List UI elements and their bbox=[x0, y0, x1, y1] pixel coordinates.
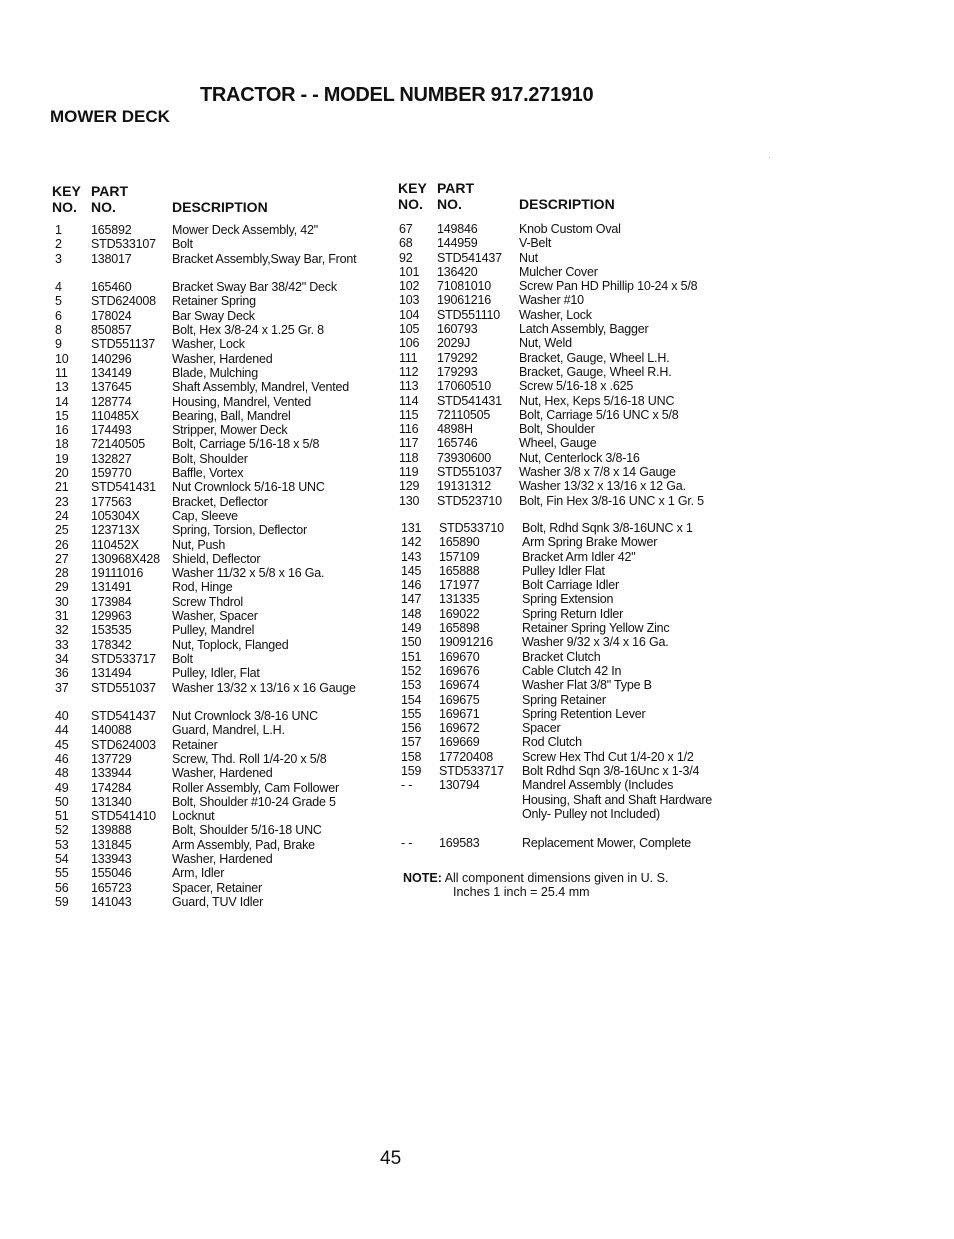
key-no: 15 bbox=[55, 408, 69, 423]
part-description: Bolt, Shoulder bbox=[519, 422, 595, 437]
key-no: 117 bbox=[399, 436, 419, 451]
part-description: Pulley, Mandrel bbox=[172, 623, 255, 638]
part-header: PART NO. bbox=[91, 183, 129, 215]
part-description: Washer #10 bbox=[519, 293, 584, 308]
key-no: 142 bbox=[401, 535, 422, 550]
part-no: 72140505 bbox=[91, 437, 146, 452]
part-no: 134149 bbox=[91, 365, 132, 380]
key-no: 146 bbox=[401, 578, 422, 593]
key-no: 92 bbox=[399, 250, 413, 265]
part-description: Washer 13/32 x 13/16 x 16 Gauge bbox=[172, 680, 356, 695]
part-description: Rod Clutch bbox=[522, 735, 582, 750]
key-no: 148 bbox=[401, 606, 422, 621]
part-no: STD551037 bbox=[91, 680, 156, 695]
part-no: 159770 bbox=[91, 466, 132, 481]
part-description: Bracket Sway Bar 38/42" Deck bbox=[172, 280, 337, 295]
key-no: 14 bbox=[55, 394, 69, 409]
part-description: Rod, Hinge bbox=[172, 580, 233, 595]
part-no: 19111016 bbox=[91, 566, 144, 581]
part-description: Retainer bbox=[172, 737, 218, 752]
part-description: Latch Assembly, Bagger bbox=[519, 322, 649, 337]
part-description: Bolt, Rdhd Sqnk 3/8-16UNC x 1 bbox=[522, 521, 693, 535]
key-no: 103 bbox=[399, 293, 420, 308]
part-no: STD533717 bbox=[91, 651, 156, 666]
key-no: 113 bbox=[399, 379, 419, 394]
key-no: 67 bbox=[399, 222, 413, 236]
part-description: Screw, Thd. Roll 1/4-20 x 5/8 bbox=[172, 751, 327, 766]
part-description: Nut Crownlock 3/8-16 UNC bbox=[172, 709, 318, 724]
part-no: 140296 bbox=[91, 351, 132, 366]
key-no: 46 bbox=[55, 751, 69, 766]
key-no: 29 bbox=[55, 580, 69, 595]
key-no: 152 bbox=[401, 663, 422, 678]
part-description: Nut bbox=[519, 250, 538, 265]
part-no: 169674 bbox=[439, 678, 480, 693]
part-description: Wheel, Gauge bbox=[519, 436, 597, 451]
part-description: Washer 3/8 x 7/8 x 14 Gauge bbox=[519, 465, 676, 480]
key-no: 50 bbox=[55, 794, 69, 809]
part-description: Bracket Arm Idler 42" bbox=[522, 549, 636, 564]
key-no: 30 bbox=[55, 594, 69, 609]
part-no: STD541431 bbox=[91, 480, 156, 495]
part-no: 140088 bbox=[91, 723, 132, 738]
part-no: 178024 bbox=[91, 308, 132, 323]
part-description: Roller Assembly, Cam Follower bbox=[172, 780, 339, 795]
part-description: Spring Retention Lever bbox=[522, 706, 646, 721]
key-no: 4 bbox=[55, 280, 62, 295]
part-description: Washer 13/32 x 13/16 x 12 Ga. bbox=[519, 479, 686, 494]
key-no: 68 bbox=[399, 236, 413, 251]
part-description: Washer 9/32 x 3/4 x 16 Ga. bbox=[522, 635, 669, 650]
key-no: 105 bbox=[399, 322, 420, 337]
key-no: 118 bbox=[399, 450, 419, 465]
part-description: Washer, Spacer bbox=[172, 609, 258, 624]
key-no: 114 bbox=[399, 393, 419, 408]
part-no: 19131312 bbox=[437, 479, 492, 494]
part-no: STD624008 bbox=[91, 294, 156, 309]
key-no: 56 bbox=[55, 880, 69, 895]
part-no: 72110505 bbox=[437, 407, 491, 422]
part-no: 165460 bbox=[91, 280, 132, 295]
part-description: Screw Pan HD Phillip 10-24 x 5/8 bbox=[519, 279, 698, 294]
key-no: 48 bbox=[55, 766, 69, 781]
part-no: 165723 bbox=[91, 880, 132, 895]
part-description: Bolt, Carriage 5/16 UNC x 5/8 bbox=[519, 407, 679, 422]
key-no: 150 bbox=[401, 635, 422, 650]
part-no: 129963 bbox=[91, 609, 132, 624]
part-description: Housing, Mandrel, Vented bbox=[172, 394, 312, 409]
part-no: STD551137 bbox=[91, 337, 155, 352]
part-no: 169022 bbox=[439, 606, 480, 621]
part-description: Cable Clutch 42 In bbox=[522, 663, 622, 678]
part-description: Bolt, Shoulder #10-24 Grade 5 bbox=[172, 794, 336, 809]
part-description: Retainer Spring bbox=[172, 294, 256, 309]
part-no: 128774 bbox=[91, 394, 132, 409]
key-no: 156 bbox=[401, 721, 422, 736]
key-no: 112 bbox=[399, 364, 419, 379]
part-no: 136420 bbox=[437, 264, 478, 279]
key-no: 9 bbox=[55, 337, 62, 352]
part-description: Shield, Deflector bbox=[172, 551, 261, 566]
part-no: STD541437 bbox=[91, 709, 156, 724]
key-no: 157 bbox=[401, 735, 422, 750]
part-description: Washer Flat 3/8" Type B bbox=[522, 678, 652, 693]
part-no: 173984 bbox=[91, 594, 132, 609]
part-description: Screw 5/16-18 x .625 bbox=[519, 379, 634, 394]
key-no: 1 bbox=[55, 223, 62, 237]
part-no: STD541437 bbox=[437, 250, 502, 265]
key-header-right: KEY NO. bbox=[398, 180, 427, 212]
key-no: 155 bbox=[401, 706, 422, 721]
key-no: 159 bbox=[401, 764, 422, 779]
part-no: 179293 bbox=[437, 364, 478, 379]
key-no: 21 bbox=[55, 480, 69, 495]
part-description: Pulley Idler Flat bbox=[522, 563, 605, 578]
key-no: 104 bbox=[399, 307, 420, 322]
key-no: 119 bbox=[399, 465, 419, 480]
part-no: 169670 bbox=[439, 649, 480, 664]
part-no: 169675 bbox=[439, 692, 480, 707]
part-description: Nut, Centerlock 3/8-16 bbox=[519, 450, 640, 465]
part-no: 123713X bbox=[91, 523, 140, 538]
part-no: STD541410 bbox=[91, 809, 156, 824]
part-no: 137729 bbox=[91, 751, 132, 766]
part-no: 174284 bbox=[91, 780, 132, 795]
part-description: Bolt bbox=[172, 237, 193, 252]
part-description: Bolt, Carriage 5/16-18 x 5/8 bbox=[172, 437, 320, 452]
key-no: 115 bbox=[399, 407, 419, 422]
part-no: 160793 bbox=[437, 322, 478, 337]
part-description: Mandrel Assembly (Includes Housing, Shaft and Shaft Hardware Only- Pulley not Included) bbox=[522, 778, 713, 821]
key-no: - - bbox=[401, 778, 413, 793]
part-no: 157109 bbox=[439, 549, 480, 564]
key-no: 2 bbox=[55, 237, 62, 252]
key-no: 33 bbox=[55, 637, 69, 652]
part-no: 155046 bbox=[91, 866, 132, 881]
part-description: Washer, Lock bbox=[172, 337, 245, 352]
part-description: Replacement Mower, Complete bbox=[522, 835, 691, 850]
part-description: Bolt, Hex 3/8-24 x 1.25 Gr. 8 bbox=[172, 323, 324, 338]
key-no: 116 bbox=[399, 422, 419, 437]
part-description: Bolt, Fin Hex 3/8-16 UNC x 1 Gr. 5 bbox=[519, 493, 704, 508]
part-description: Mulcher Cover bbox=[519, 264, 598, 279]
key-no: 45 bbox=[55, 737, 69, 752]
part-no: 174493 bbox=[91, 423, 132, 438]
part-no: 179292 bbox=[437, 350, 478, 365]
key-no: 44 bbox=[55, 723, 69, 738]
part-no: 133944 bbox=[91, 766, 132, 781]
key-no: 158 bbox=[401, 749, 422, 764]
part-description: Stripper, Mower Deck bbox=[172, 423, 288, 438]
page-number: 45 bbox=[380, 1148, 402, 1169]
part-no: 178342 bbox=[91, 637, 132, 652]
part-description: Spring Retainer bbox=[522, 692, 606, 707]
page-title: TRACTOR - - MODEL NUMBER 917.271910 bbox=[200, 84, 594, 106]
key-no: 32 bbox=[55, 623, 69, 638]
part-no: 131335 bbox=[439, 592, 480, 607]
part-description: Bolt Carriage Idler bbox=[522, 578, 619, 593]
key-no: 55 bbox=[55, 866, 69, 881]
part-description: Bolt, Shoulder bbox=[172, 451, 248, 466]
key-no: 149 bbox=[401, 621, 422, 636]
key-no: 130 bbox=[399, 493, 420, 508]
part-description: Bolt Rdhd Sqn 3/8-16Unc x 1-3/4 bbox=[522, 764, 700, 779]
note-line-1: All component dimensions given in U. S. bbox=[444, 871, 669, 885]
part-no: 132827 bbox=[91, 451, 132, 466]
key-no: 6 bbox=[55, 308, 62, 323]
part-description: Arm, Idler bbox=[172, 866, 225, 881]
key-no: 129 bbox=[399, 479, 420, 494]
key-no: 143 bbox=[401, 549, 422, 564]
key-no: 147 bbox=[401, 592, 422, 607]
part-no: 169671 bbox=[439, 706, 480, 721]
key-no: 16 bbox=[55, 423, 69, 438]
part-description: Spring Return Idler bbox=[522, 606, 624, 621]
part-description: Bracket, Deflector bbox=[172, 494, 268, 509]
part-no: STD541431 bbox=[437, 393, 502, 408]
part-description: Nut, Weld bbox=[519, 336, 572, 351]
part-description: Mower Deck Assembly, 42" bbox=[172, 223, 318, 237]
part-no: 165888 bbox=[439, 563, 480, 578]
part-no: 169672 bbox=[439, 721, 480, 736]
key-no: 23 bbox=[55, 494, 69, 509]
part-description: Arm Spring Brake Mower bbox=[522, 535, 658, 550]
part-description: Screw Hex Thd Cut 1/4-20 x 1/2 bbox=[522, 749, 694, 764]
key-no: 8 bbox=[55, 323, 62, 338]
part-description: Washer, Hardened bbox=[172, 852, 273, 867]
part-description: Guard, Mandrel, L.H. bbox=[172, 723, 285, 738]
part-description: Nut, Push bbox=[172, 537, 226, 552]
key-no: 31 bbox=[55, 609, 69, 624]
description-header: DESCRIPTION bbox=[172, 199, 268, 215]
part-no: 130968X428 bbox=[91, 551, 160, 566]
key-no: 34 bbox=[55, 651, 69, 666]
key-no: 27 bbox=[55, 551, 69, 566]
part-description: Bracket Clutch bbox=[522, 649, 601, 664]
part-no: 131845 bbox=[91, 837, 132, 852]
part-no: 71081010 bbox=[437, 279, 492, 294]
part-description: Arm Assembly, Pad, Brake bbox=[172, 837, 315, 852]
note bbox=[403, 871, 668, 900]
part-description: Baffle, Vortex bbox=[172, 466, 244, 481]
part-description: Blade, Mulching bbox=[172, 365, 258, 380]
part-no: STD533710 bbox=[439, 521, 504, 535]
part-no: STD551037 bbox=[437, 465, 502, 480]
part-description: Nut, Toplock, Flanged bbox=[172, 637, 289, 652]
part-no: 17720408 bbox=[439, 749, 494, 764]
key-header: KEY NO. bbox=[52, 183, 81, 215]
part-no: 110452X bbox=[91, 537, 139, 552]
part-no: STD523710 bbox=[437, 493, 502, 508]
part-header-right: PART NO. bbox=[437, 180, 475, 212]
part-description: Bolt bbox=[172, 651, 193, 666]
part-no: 141043 bbox=[91, 894, 132, 909]
note-label: NOTE: bbox=[403, 871, 442, 885]
part-description: Bar Sway Deck bbox=[172, 308, 255, 323]
key-no: - - bbox=[401, 835, 413, 850]
part-no: 130794 bbox=[439, 778, 480, 793]
key-no: 28 bbox=[55, 566, 69, 581]
key-no: 36 bbox=[55, 666, 69, 681]
part-description: Guard, TUV Idler bbox=[172, 894, 264, 909]
key-no: 26 bbox=[55, 537, 69, 552]
key-no: 131 bbox=[401, 521, 422, 535]
part-description: Bolt, Shoulder 5/16-18 UNC bbox=[172, 823, 322, 838]
key-no: 3 bbox=[55, 251, 62, 266]
part-description: Bracket Assembly,Sway Bar, Front bbox=[172, 251, 357, 266]
key-no: 53 bbox=[55, 837, 69, 852]
key-no: 37 bbox=[55, 680, 69, 695]
part-no: 850857 bbox=[91, 323, 132, 338]
part-no: 131340 bbox=[91, 794, 132, 809]
part-no: 137645 bbox=[91, 380, 132, 395]
key-no: 19 bbox=[55, 451, 69, 466]
part-description: Washer, Hardened bbox=[172, 351, 273, 366]
key-no: 102 bbox=[399, 279, 420, 294]
key-no: 145 bbox=[401, 563, 422, 578]
part-no: 133943 bbox=[91, 852, 132, 867]
part-description: Spring, Torsion, Deflector bbox=[172, 523, 307, 538]
key-no: 49 bbox=[55, 780, 69, 795]
part-description: Washer, Hardened bbox=[172, 766, 273, 781]
part-description: Bracket, Gauge, Wheel R.H. bbox=[519, 364, 672, 379]
part-no: 165898 bbox=[439, 621, 480, 636]
part-description: Locknut bbox=[172, 809, 215, 824]
part-no: 139888 bbox=[91, 823, 132, 838]
scan-speck bbox=[769, 157, 770, 158]
part-no: 165892 bbox=[91, 223, 132, 237]
part-description: Spacer, Retainer bbox=[172, 880, 262, 895]
part-no: 144959 bbox=[437, 236, 478, 251]
part-no: 149846 bbox=[437, 222, 478, 236]
part-no: 165746 bbox=[437, 436, 478, 451]
part-description: Spacer bbox=[522, 721, 561, 736]
part-no: 19061216 bbox=[437, 293, 492, 308]
note-line-2: Inches 1 inch = 25.4 mm bbox=[453, 885, 590, 900]
part-description: Pulley, Idler, Flat bbox=[172, 666, 260, 681]
part-description: Washer 11/32 x 5/8 x 16 Ga. bbox=[172, 566, 325, 581]
part-no: 169669 bbox=[439, 735, 480, 750]
part-no: 73930600 bbox=[437, 450, 492, 465]
part-no: 169583 bbox=[439, 835, 480, 850]
key-no: 18 bbox=[55, 437, 69, 452]
key-no: 24 bbox=[55, 508, 69, 523]
part-no: 171977 bbox=[439, 578, 480, 593]
key-no: 54 bbox=[55, 852, 69, 867]
key-no: 10 bbox=[55, 351, 69, 366]
part-description: Bearing, Ball, Mandrel bbox=[172, 408, 291, 423]
part-description: Retainer Spring Yellow Zinc bbox=[522, 621, 670, 636]
key-no: 25 bbox=[55, 523, 69, 538]
key-no: 13 bbox=[55, 380, 69, 395]
key-no: 106 bbox=[399, 336, 420, 351]
part-no: 131494 bbox=[91, 666, 132, 681]
part-no: 138017 bbox=[91, 251, 132, 266]
part-no: 4898H bbox=[437, 422, 473, 437]
part-description: Spring Extension bbox=[522, 592, 614, 607]
key-no: 101 bbox=[399, 264, 420, 279]
part-no: 153535 bbox=[91, 623, 132, 638]
part-no: 105304X bbox=[91, 508, 140, 523]
part-no: STD551110 bbox=[437, 307, 501, 322]
part-no: 169676 bbox=[439, 663, 480, 678]
key-no: 154 bbox=[401, 692, 422, 707]
part-description: Knob Custom Oval bbox=[519, 222, 621, 236]
part-description: Screw Thdrol bbox=[172, 594, 244, 609]
part-no: 19091216 bbox=[439, 635, 494, 650]
part-description: V-Belt bbox=[519, 236, 552, 251]
part-no: 110485X bbox=[91, 408, 139, 423]
part-description: Cap, Sleeve bbox=[172, 508, 238, 523]
part-no: STD533107 bbox=[91, 237, 156, 252]
part-no: 177563 bbox=[91, 494, 132, 509]
key-no: 11 bbox=[55, 365, 68, 380]
key-no: 5 bbox=[55, 294, 62, 309]
part-no: STD624003 bbox=[91, 737, 156, 752]
key-no: 52 bbox=[55, 823, 69, 838]
part-description: Shaft Assembly, Mandrel, Vented bbox=[172, 380, 350, 395]
section-title: MOWER DECK bbox=[50, 107, 170, 126]
key-no: 40 bbox=[55, 709, 69, 724]
part-no: STD533717 bbox=[439, 764, 504, 779]
part-no: 2029J bbox=[437, 336, 471, 351]
key-no: 151 bbox=[401, 649, 422, 664]
key-no: 59 bbox=[55, 894, 69, 909]
key-no: 111 bbox=[399, 350, 418, 365]
key-no: 51 bbox=[55, 809, 69, 824]
description-header-right: DESCRIPTION bbox=[519, 196, 615, 212]
part-description: Bracket, Gauge, Wheel L.H. bbox=[519, 350, 670, 365]
part-description: Nut, Hex, Keps 5/16-18 UNC bbox=[519, 393, 675, 408]
key-no: 20 bbox=[55, 466, 69, 481]
part-description: Washer, Lock bbox=[519, 307, 592, 322]
part-no: 17060510 bbox=[437, 379, 492, 394]
part-no: 131491 bbox=[91, 580, 132, 595]
key-no: 153 bbox=[401, 678, 422, 693]
part-description: Nut Crownlock 5/16-18 UNC bbox=[172, 480, 325, 495]
part-no: 165890 bbox=[439, 535, 480, 550]
